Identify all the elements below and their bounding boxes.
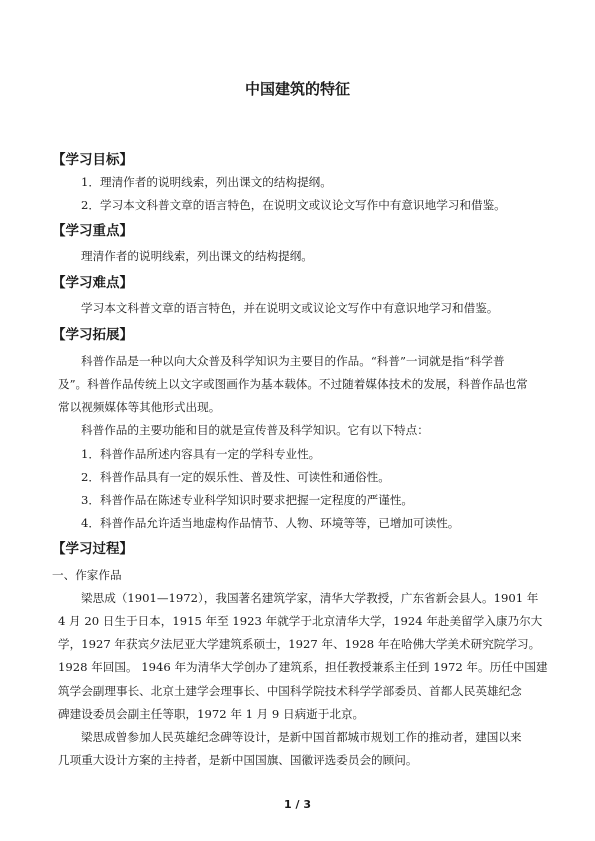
key-point-text: 理清作者的说明线索，列出课文的结构提纲。 [81, 249, 313, 263]
extension-list-item: 4．科普作品允许适当地虚构作品情节、人物、环境等等，已增加可读性。 [81, 516, 460, 530]
goal-item: 2．学习本文科普文章的语言特色，在说明文或议论文写作中有意识地学习和借鉴。 [81, 198, 506, 212]
process-subheading: 一、作家作品 [52, 568, 122, 582]
section-heading-difficult: 【学习难点】 [52, 275, 133, 291]
section-heading-goals: 【学习目标】 [52, 152, 133, 168]
goal-item: 1．理清作者的说明线索，列出课文的结构提纲。 [81, 175, 332, 189]
process-line: 4 月 20 日生于日本，1915 年至 1923 年就学于北京清华大学，1924 年赴美留学入康乃尔大 [58, 614, 543, 628]
process-line: 碑建设委员会副主任等职，1972 年 1 月 9 日病逝于北京。 [58, 707, 365, 721]
extension-line: 常以视频媒体等其他形式出现。 [58, 400, 221, 414]
document-title: 中国建筑的特征 [244, 80, 350, 98]
process-line: 梁思成曾参加人民英雄纪念碑等设计，是新中国首都城市规划工作的推动者，建国以来 [81, 730, 522, 744]
process-line: 学，1927 年获宾夕法尼亚大学建筑系硕士，1927 年、1928 年在哈佛大学美术研究院学习。 [58, 637, 541, 651]
process-line: 几项重大设计方案的主持者，是新中国国旗、国徽评选委员会的顾问。 [58, 753, 418, 767]
process-line: 筑学会副理事长、北京土建学会理事长、中国科学院技术科学学部委员、首都人民英雄纪念 [58, 684, 522, 698]
extension-list-item: 3．科普作品在陈述专业科学知识时要求把握一定程度的严谨性。 [81, 493, 414, 507]
process-line: 梁思成（1901—1972），我国著名建筑学家，清华大学教授，广东省新会县人。1901 年 [81, 591, 539, 605]
extension-list-item: 1．科普作品所述内容具有一定的学科专业性。 [81, 447, 321, 461]
section-heading-process: 【学习过程】 [52, 541, 133, 557]
section-heading-extension: 【学习拓展】 [52, 327, 133, 343]
extension-line: 科普作品是一种以向大众普及科学知识为主要目的作品。“科普”一词就是指“科学普 [81, 354, 505, 368]
difficult-point-text: 学习本文科普文章的语言特色，并在说明文或议论文写作中有意识地学习和借鉴。 [81, 301, 499, 315]
process-line: 1928 年回国。 1946 年为清华大学创办了建筑系，担任教授兼系主任到 1972 年。历任中国建 [58, 660, 548, 674]
page-number: 1 / 3 [284, 798, 311, 811]
section-heading-key: 【学习重点】 [52, 223, 133, 239]
extension-line: 科普作品的主要功能和目的就是宣传普及科学知识。它有以下特点： [81, 423, 429, 437]
extension-line: 及”。科普作品传统上以文字或图画作为基本载体。不过随着媒体技术的发展，科普作品也常 [58, 377, 528, 391]
extension-list-item: 2．科普作品具有一定的娱乐性、普及性、可读性和通俗性。 [81, 470, 390, 484]
